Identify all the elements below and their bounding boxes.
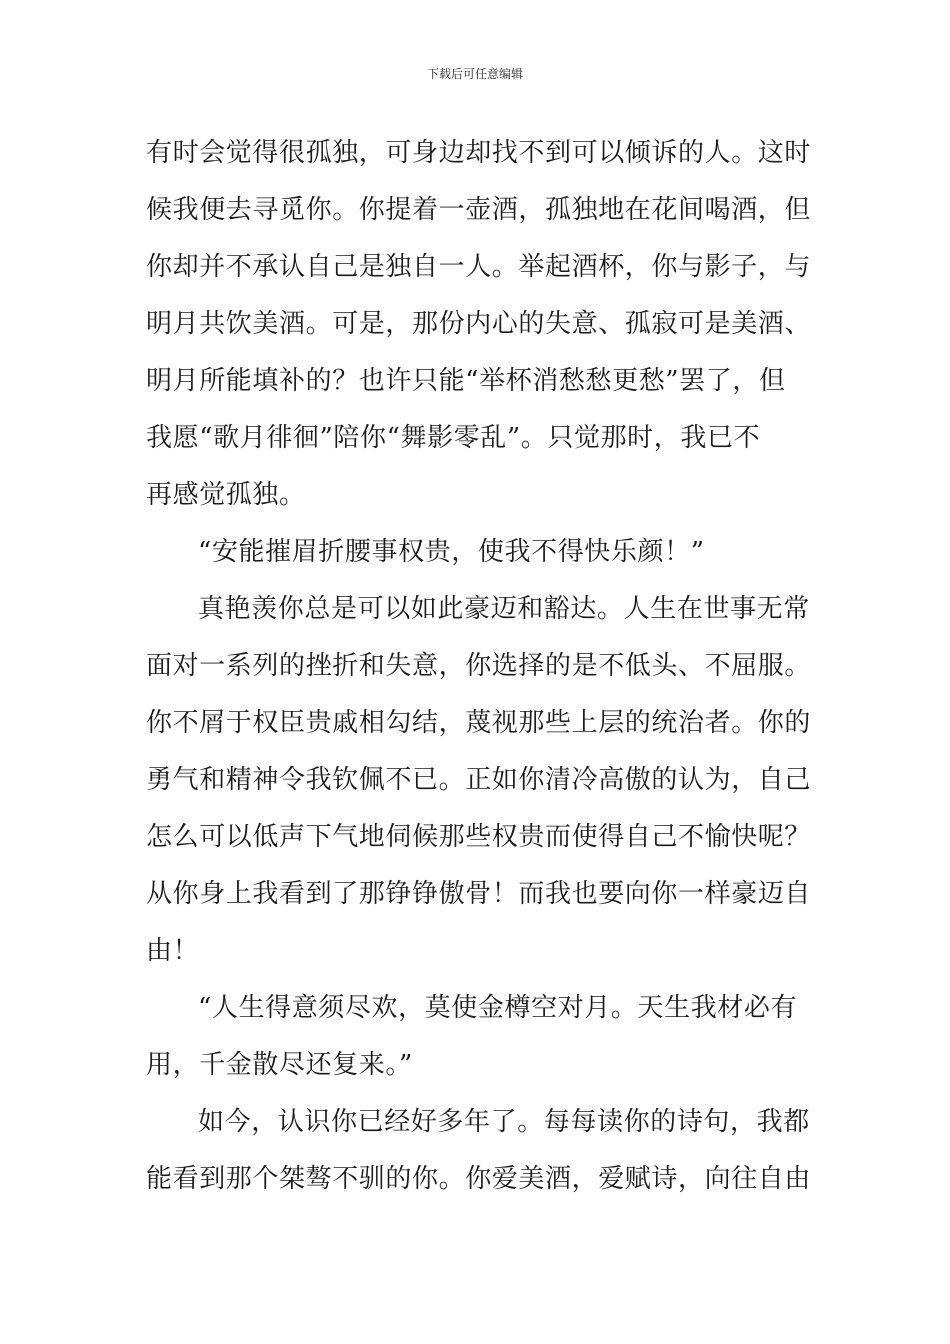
text-line: 你不屑于权臣贵戚相勾结，蔑视那些上层的统治者。你的 xyxy=(146,708,812,738)
text-line: 明月共饮美酒。可是，那份内心的失意、孤寂可是美酒、 xyxy=(146,309,812,339)
text-line: 明月所能填补的？也许只能“举杯消愁愁更愁”罢了，但 xyxy=(146,366,786,396)
quote-line: “安能摧眉折腰事权贵，使我不得快乐颜！” xyxy=(198,537,705,567)
text-line: 真艳羡你总是可以如此豪迈和豁达。人生在世事无常 xyxy=(198,594,810,624)
text-line: 你却并不承认自己是独自一人。举起酒杯，你与影子，与 xyxy=(146,252,812,282)
quote-line: 用，千金散尽还复来。” xyxy=(146,1050,413,1080)
text-line: 如今，认识你已经好多年了。每每读你的诗句，我都 xyxy=(198,1107,810,1137)
page-header: 下载后可任意编辑 xyxy=(426,67,523,81)
text-line: 面对一系列的挫折和失意，你选择的是不低头、不屈服。 xyxy=(146,651,812,681)
text-line: 能看到那个桀骜不驯的你。你爱美酒，爱赋诗，向往自由 xyxy=(146,1164,812,1194)
text-line: 从你身上我看到了那铮铮傲骨！而我也要向你一样豪迈自 xyxy=(146,879,812,909)
text-line: 勇气和精神令我钦佩不已。正如你清冷高傲的认为，自己 xyxy=(146,765,812,795)
text-line: 由！ xyxy=(146,936,200,966)
text-line: 怎么可以低声下气地伺候那些权贵而使得自己不愉快呢？ xyxy=(146,822,812,852)
text-line: 有时会觉得很孤独，可身边却找不到可以倾诉的人。这时 xyxy=(146,138,812,168)
text-line: 再感觉孤独。 xyxy=(146,480,306,510)
quote-line: “人生得意须尽欢，莫使金樽空对月。天生我材必有 xyxy=(198,993,798,1023)
text-line: 候我便去寻觅你。你提着一壶酒，孤独地在花间喝酒，但 xyxy=(146,195,812,225)
text-line: 我愿“歌月徘徊”陪你“舞影零乱”。只觉那时，我已不 xyxy=(146,423,761,453)
